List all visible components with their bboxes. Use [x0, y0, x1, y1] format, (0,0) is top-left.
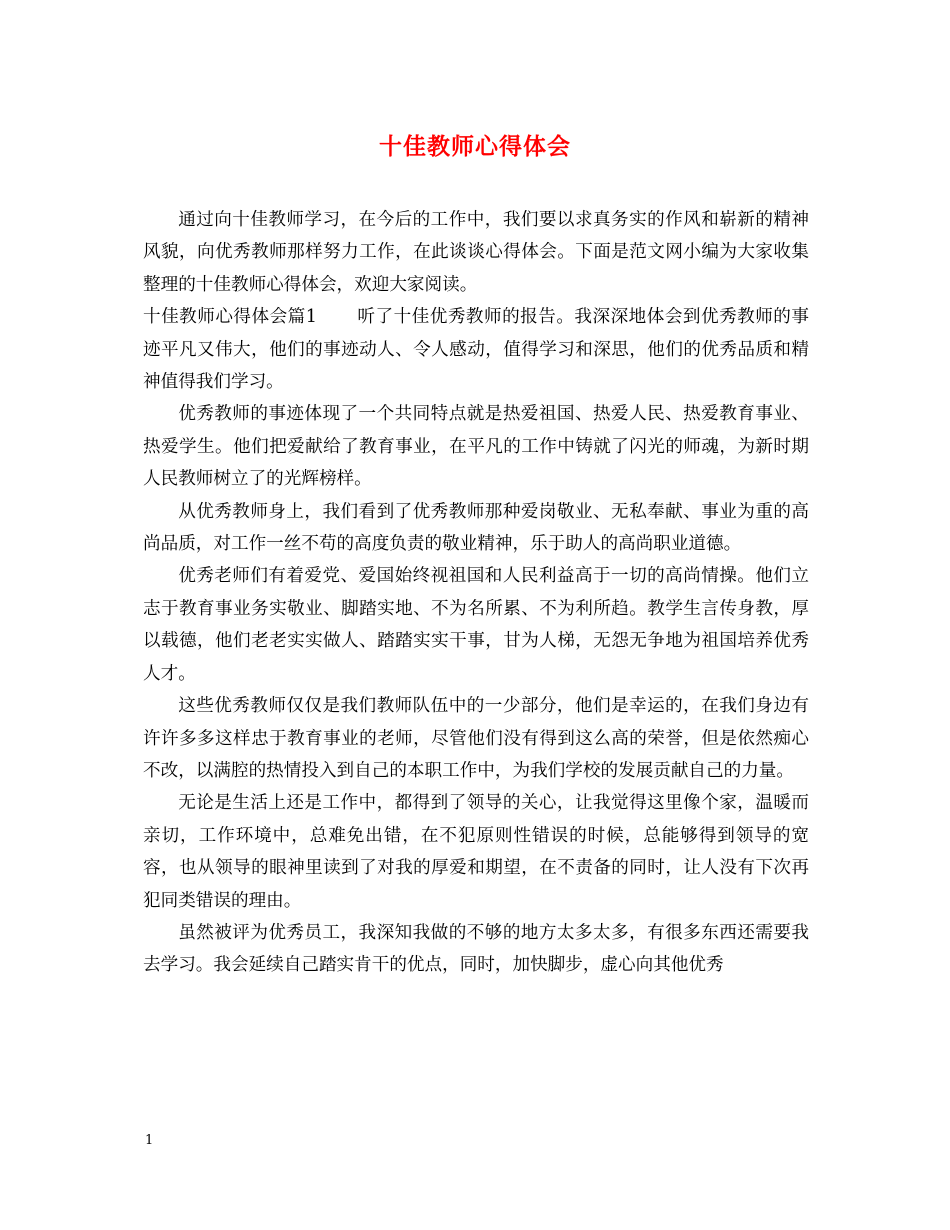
- page-number: 1: [145, 1133, 154, 1148]
- body-paragraph: 这些优秀教师仅仅是我们教师队伍中的一少部分，他们是幸运的，在我们身边有许许多多这样忠于教育事业的老师，尽管他们没有得到这么高的荣誉，但是依然痴心不改，以满腔的热情投入到自己的本职工作中，为我们学校的发展贡献自己的力量。: [143, 696, 809, 781]
- intro-paragraph: 通过向十佳教师学习，在今后的工作中，我们要以求真务实的作风和崭新的精神风貌，向优秀教师那样努力工作，在此谈谈心得体会。下面是范文网小编为大家收集整理的十佳教师心得体会，欢迎大家阅读。: [143, 210, 809, 295]
- document-body: [143, 204, 809, 982]
- section-heading: 十佳教师心得体会篇1: [143, 307, 317, 328]
- document-title: 十佳教师心得体会: [379, 133, 571, 160]
- body-paragraph: 优秀老师们有着爱党、爱国始终视祖国和人民利益高于一切的高尚情操。他们立志于教育事业务实敬业、脚踏实地、不为名所累、不为利所趋。教学生言传身教，厚以载德，他们老老实实做人、踏踏实实干事，甘为人梯，无怨无争地为祖国培养优秀人才。: [143, 566, 809, 684]
- body-paragraph: 从优秀教师身上，我们看到了优秀教师那种爱岗敬业、无私奉献、事业为重的高尚品质，对工作一丝不苟的高度负责的敬业精神，乐于助人的高尚职业道德。: [143, 501, 809, 555]
- section-first-text: 听了十佳优秀教师的报告。我深深地体会到优秀教师的事迹平凡又伟大，他们的事迹动人、令人感动，值得学习和深思，他们的优秀品质和精神值得我们学习。: [143, 307, 809, 393]
- section-first-paragraph: [143, 301, 809, 398]
- body-paragraph: 虽然被评为优秀员工，我深知我做的不够的地方太多太多，有很多东西还需要我去学习。我会延续自己踏实肯干的优点，同时，加快脚步，虚心向其他优秀: [143, 922, 809, 976]
- body-paragraph: 无论是生活上还是工作中，都得到了领导的关心，让我觉得这里像个家，温暖而亲切，工作环境中，总难免出错，在不犯原则性错误的时候，总能够得到领导的宽容，也从领导的眼神里读到了对我的厚爱和期望，在不责备的同时，让人没有下次再犯同类错误的理由。: [143, 793, 809, 911]
- body-paragraph: 优秀教师的事迹体现了一个共同特点就是热爱祖国、热爱人民、热爱教育事业、热爱学生。他们把爱献给了教育事业，在平凡的工作中铸就了闪光的师魂，为新时期人民教师树立了的光辉榜样。: [143, 404, 809, 490]
